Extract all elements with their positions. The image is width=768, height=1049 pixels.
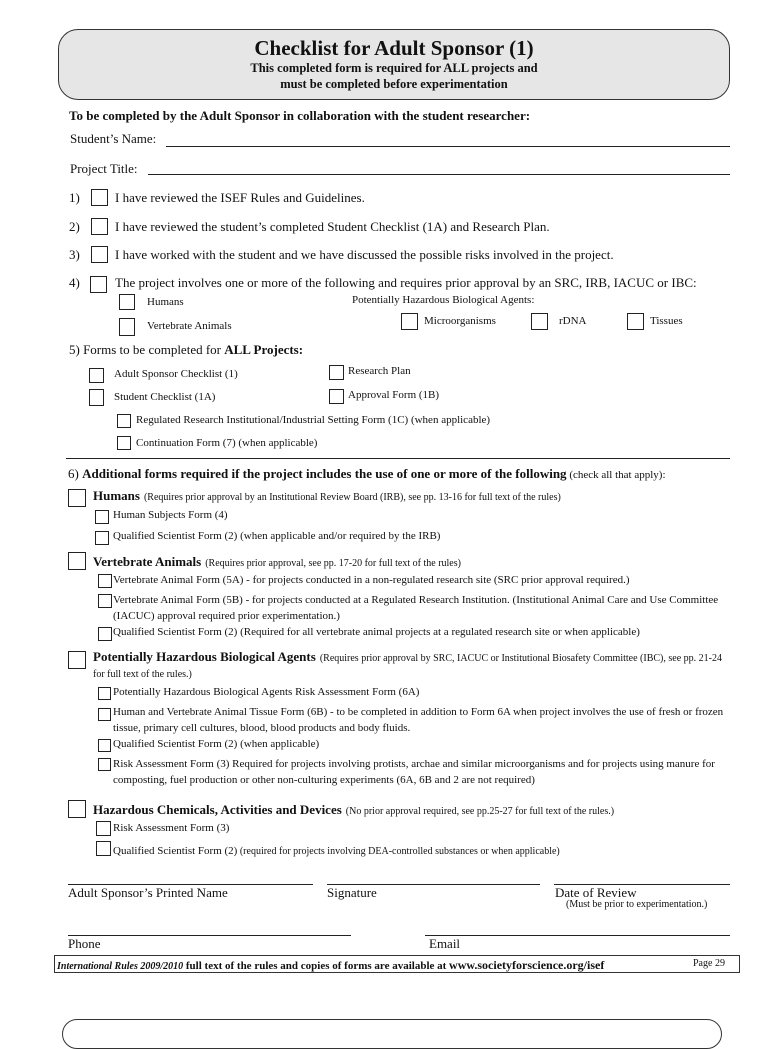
rdna-label: rDNA [559, 315, 587, 327]
vertebrate-section-note: (Requires prior approval, see pp. 17-20 for full text of the rules) [205, 558, 461, 569]
item-3-checkbox[interactable] [91, 246, 108, 263]
phba-qs-label: Qualified Scientist Form (2) (when applicable) [113, 738, 320, 750]
form-5a-checkbox[interactable] [98, 574, 112, 588]
phba-section-title: Potentially Hazardous Biological Agents [93, 649, 316, 664]
project-title-label: Project Title: [70, 161, 138, 176]
phba-label: Potentially Hazardous Biological Agents: [352, 294, 535, 306]
vertebrate-checkbox[interactable] [119, 318, 135, 336]
section-5-prefix: 5) Forms to be completed for [69, 342, 225, 357]
form-5b-checkbox[interactable] [98, 594, 112, 608]
phone-label: Phone [68, 936, 101, 951]
item-3-number: 3) [69, 247, 80, 262]
footer-url[interactable]: www.societyforscience.org/isef [449, 958, 605, 972]
form-5a-label: Vertebrate Animal Form (5A) - for projects conducted in a non-regulated research site (SRC prior approval required.) [113, 574, 630, 586]
form-1c-checkbox[interactable] [117, 414, 131, 428]
vertebrate-qs-label: Qualified Scientist Form (2) (Required for all vertebrate animal projects at a regulated research site or when applicable) [113, 626, 640, 638]
hazardous-section-heading [93, 801, 614, 819]
hazardous-qs-note: (required for projects involving DEA-controlled substances or when applicable) [237, 846, 560, 857]
form-5b-label: Vertebrate Animal Form (5B) - for projects conducted at a Regulated Research Institution. (Institutional Animal Care and Use Committee (IACUC) approval required prior experimentation.) [113, 594, 719, 622]
section-6-prefix: 6) [68, 466, 83, 481]
humans-label: Humans [147, 296, 184, 308]
section-6-heading [68, 466, 666, 482]
vertebrate-qs-checkbox[interactable] [98, 627, 112, 641]
footer-rules: International Rules 2009/2010 [57, 961, 184, 972]
research-plan-checkbox[interactable] [329, 365, 344, 380]
form-1c-label: Regulated Research Institutional/Industrial Setting Form (1C) (when applicable) [136, 414, 491, 426]
form-4-label: Human Subjects Form (4) [113, 509, 228, 521]
form-1-label: Adult Sponsor Checklist (1) [114, 368, 238, 380]
hazardous-section-note: (No prior approval required, see pp.25-27 for full text of the rules.) [345, 806, 615, 817]
student-name-label: Student’s Name: [70, 131, 157, 146]
form-1a-checkbox[interactable] [89, 389, 104, 406]
hazardous-section-checkbox[interactable] [68, 800, 86, 818]
phone-field[interactable] [68, 935, 351, 936]
tissues-label: Tissues [650, 315, 683, 327]
date-note: (Must be prior to experimentation.) [566, 899, 708, 910]
item-2-text: I have reviewed the student’s completed Student Checklist (1A) and Research Plan. [115, 219, 550, 234]
form-6b-label: Human and Vertebrate Animal Tissue Form (6B) - to be completed in addition to Form 6A when project involves the use of fresh or frozen tissue, primary cell cultures, blood, blood products and body fluids. [113, 706, 724, 734]
form-6a-label: Potentially Hazardous Biological Agents Risk Assessment Form (6A) [113, 686, 420, 698]
humans-qs-checkbox[interactable] [95, 531, 109, 545]
printed-name-label: Adult Sponsor’s Printed Name [68, 885, 228, 900]
phba-ra-checkbox[interactable] [98, 758, 111, 771]
humans-section-checkbox[interactable] [68, 489, 86, 507]
form-subtitle-2: must be completed before experimentation [280, 77, 508, 91]
item-1-number: 1) [69, 190, 80, 205]
item-3-text: I have worked with the student and we have discussed the possible risks involved in the project. [115, 247, 614, 262]
email-label: Email [429, 936, 461, 951]
phba-section-heading [93, 650, 733, 682]
page-number: Page 29 [693, 958, 725, 969]
section-6-bold: Additional forms required if the project includes the use of one or more of the following [82, 466, 567, 481]
section-5-heading [69, 342, 303, 358]
item-4-text: The project involves one or more of the following and requires prior approval by an SRC, IRB, IACUC or IBC: [115, 275, 697, 290]
form-1b-label: Approval Form (1B) [348, 389, 440, 401]
form-1b-checkbox[interactable] [329, 389, 344, 404]
footer-text [57, 956, 604, 974]
vertebrate-section-title: Vertebrate Animals [93, 554, 202, 569]
date-label: Date of Review [555, 885, 637, 900]
phba-section-checkbox[interactable] [68, 651, 86, 669]
form-6a-checkbox[interactable] [98, 687, 111, 700]
form-title: Checklist for Adult Sponsor (1) [254, 36, 534, 60]
section-divider [66, 458, 730, 459]
signature-label: Signature [327, 885, 377, 900]
hazardous-ra-label: Risk Assessment Form (3) [113, 822, 230, 834]
humans-section-title: Humans [93, 488, 140, 503]
footer-mid: full text of the rules and copies of forms are available at [183, 960, 450, 972]
item-4-checkbox[interactable] [90, 276, 107, 293]
humans-section-heading [93, 487, 561, 505]
hazardous-section-title: Hazardous Chemicals, Activities and Devices [93, 802, 342, 817]
form-7-checkbox[interactable] [117, 436, 131, 450]
item-1-text: I have reviewed the ISEF Rules and Guidelines. [115, 190, 365, 205]
hazardous-qs-checkbox[interactable] [96, 841, 111, 856]
intro-text: To be completed by the Adult Sponsor in collaboration with the student researcher: [69, 108, 531, 123]
form-6b-checkbox[interactable] [98, 708, 111, 721]
hazardous-ra-checkbox[interactable] [96, 821, 111, 836]
rdna-checkbox[interactable] [531, 313, 548, 330]
form-4-checkbox[interactable] [95, 510, 109, 524]
research-plan-label: Research Plan [348, 365, 411, 377]
item-1-checkbox[interactable] [91, 189, 108, 206]
project-title-field[interactable] [148, 174, 730, 175]
form-1-checkbox[interactable] [89, 368, 104, 383]
phba-section-note: (Requires prior approval by SRC, IACUC or Institutional Biosafety Committee (IBC), see pp. 21-24 for full text of the rules.) [93, 653, 722, 680]
item-2-checkbox[interactable] [91, 218, 108, 235]
student-name-field[interactable] [166, 146, 730, 147]
humans-section-note: (Requires prior approval by an Institutional Review Board (IRB), see pp. 13-16 for full text of the rules) [143, 492, 561, 503]
phba-ra-label: Risk Assessment Form (3) Required for projects involving protists, archae and similar microorganisms and for projects using manure for composting, fuel production or other non-culturing experiments (6A, 6B and 2 are not required) [113, 758, 715, 786]
form-7-label: Continuation Form (7) (when applicable) [136, 437, 318, 449]
form-1a-label: Student Checklist (1A) [114, 391, 216, 403]
form-subtitle-1: This completed form is required for ALL projects and [250, 61, 538, 75]
phba-qs-checkbox[interactable] [98, 739, 111, 752]
vertebrate-section-heading [93, 553, 461, 571]
vertebrate-label: Vertebrate Animals [147, 320, 232, 332]
item-4-number: 4) [69, 275, 80, 290]
form-header [58, 29, 730, 100]
item-2-number: 2) [69, 219, 80, 234]
hazardous-qs-main: Qualified Scientist Form (2) [113, 845, 238, 857]
vertebrate-section-checkbox[interactable] [68, 552, 86, 570]
section-6-suffix: (check all that apply): [566, 469, 666, 481]
email-field[interactable] [425, 935, 730, 936]
hazardous-qs-label [113, 841, 560, 859]
section-5-bold: ALL Projects: [224, 342, 304, 357]
microorganisms-checkbox[interactable] [401, 313, 418, 330]
humans-checkbox[interactable] [119, 294, 135, 310]
microorganisms-label: Microorganisms [424, 315, 496, 327]
humans-qs-label: Qualified Scientist Form (2) (when applicable and/or required by the IRB) [113, 530, 441, 542]
tissues-checkbox[interactable] [627, 313, 644, 330]
